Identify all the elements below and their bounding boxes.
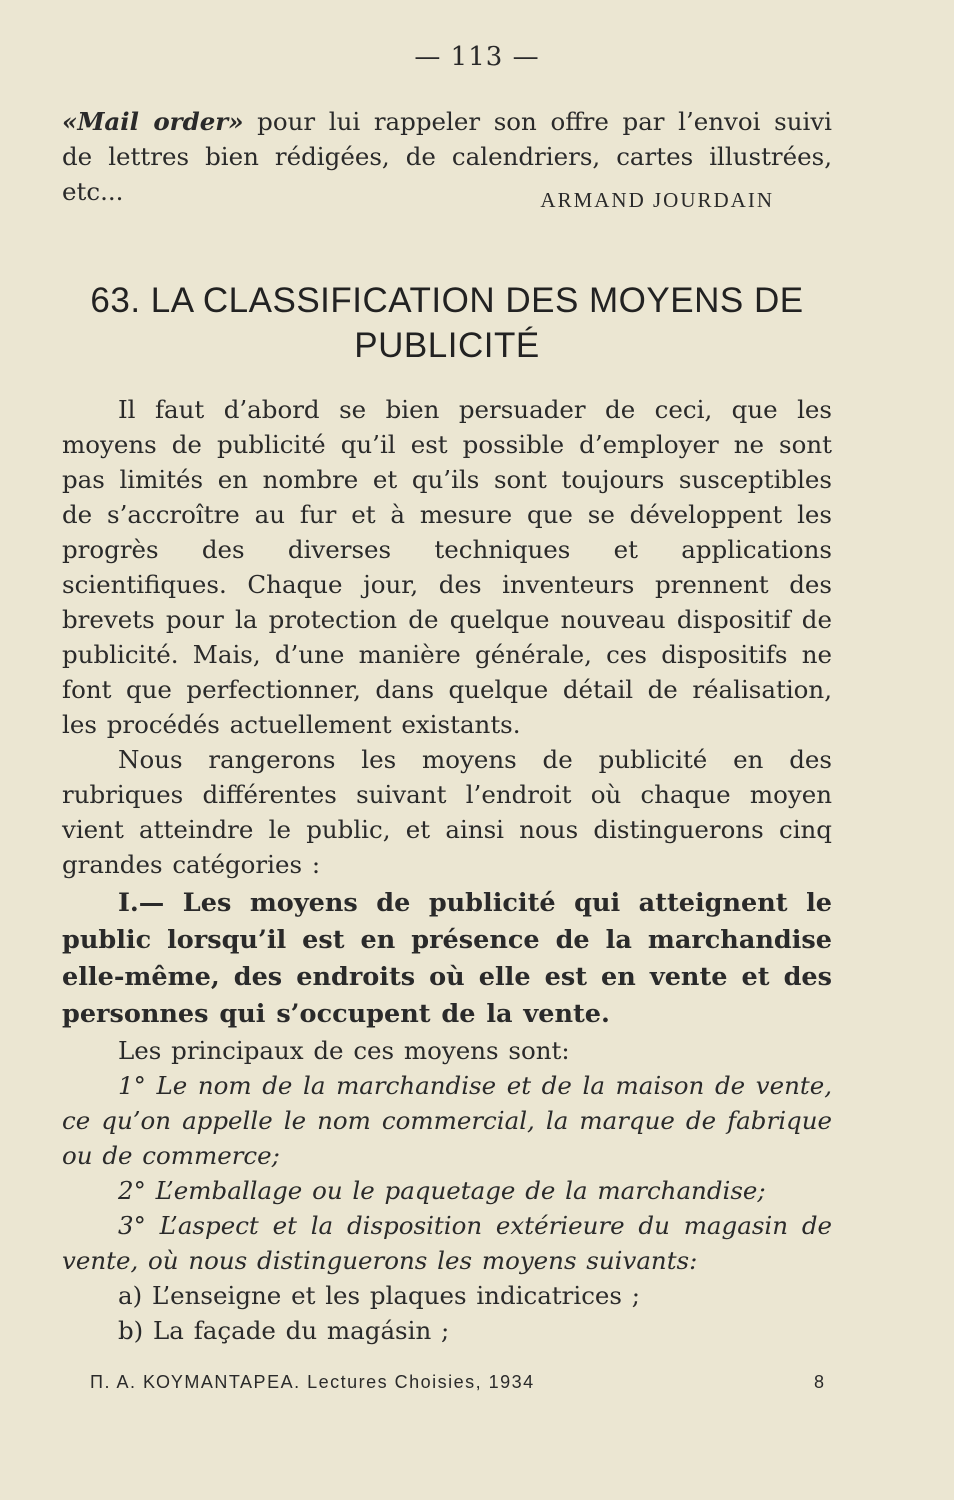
category-heading: I.— Les moyens de publicité qui atteignent le public lorsqu’il est en présence de la marchandise elle-même, des endroits où elle est en vente et des personnes qui s’occupent de la vente. [62, 888, 832, 1029]
sub-list-item: b) La façade du magásin ; [118, 1316, 450, 1345]
paragraph-2: Nous rangerons les moyens de publicité en des rubriques différentes suivant l’endroit où chaque moyen vient atteindre le public, et ainsi nous distinguerons cinq grandes catégories : [62, 745, 832, 879]
paragraph-1: Il faut d’abord se bien persuader de ceci, que les moyens de publicité qu’il est possible d’employer ne sont pas limités en nombre et qu’ils sont toujours susceptibles de s’accroître au fur et à mesure que se développent les progrès des diverses techniques et applications scientifiques. Chaque jour, des inventeurs prennent des brevets pour la protection de quelque nouveau dispositif de publicité. Mais, d’une manière générale, ces dispositifs ne font que perfectionner, dans quelque détail de réalisation, les procédés actuellement existants. [62, 395, 832, 739]
section-title: 63. LA CLASSIFICATION DES MOYENS DE PUBLICITÉ [90, 281, 804, 365]
author-name: ARMAND JOURDAIN [540, 188, 774, 212]
category-intro: Les principaux de ces moyens sont: [118, 1036, 570, 1065]
list-item: 1° Le nom de la marchandise et de la maison de vente, ce qu’on appelle le nom commercial, la marque de fabrique ou de commerce; [62, 1071, 832, 1170]
list-item: 2° L’emballage ou le paquetage de la marchandise; [118, 1176, 766, 1205]
footer-citation: Π. Α. ΚΟΥΜΑΝΤΑΡΕΑ. Lectures Choisies, 1934 [90, 1372, 535, 1392]
category-section [62, 885, 832, 1348]
list-item: 3° L’aspect et la disposition extérieure du magasin de vente, où nous distinguerons les moyens suivants: [62, 1211, 832, 1275]
footer-signature-number: 8 [813, 1372, 824, 1392]
intro-italic: «Mail order» [62, 107, 244, 136]
intro-text: pour lui rappeler son offre par l’envoi suivi de lettres bien rédigées, de calendriers, cartes illustrées, etc... [62, 107, 833, 206]
page-number: — 113 — [414, 42, 540, 72]
body-paragraphs [62, 392, 832, 882]
sub-list-item: a) L’enseigne et les plaques indicatrices ; [118, 1281, 641, 1310]
